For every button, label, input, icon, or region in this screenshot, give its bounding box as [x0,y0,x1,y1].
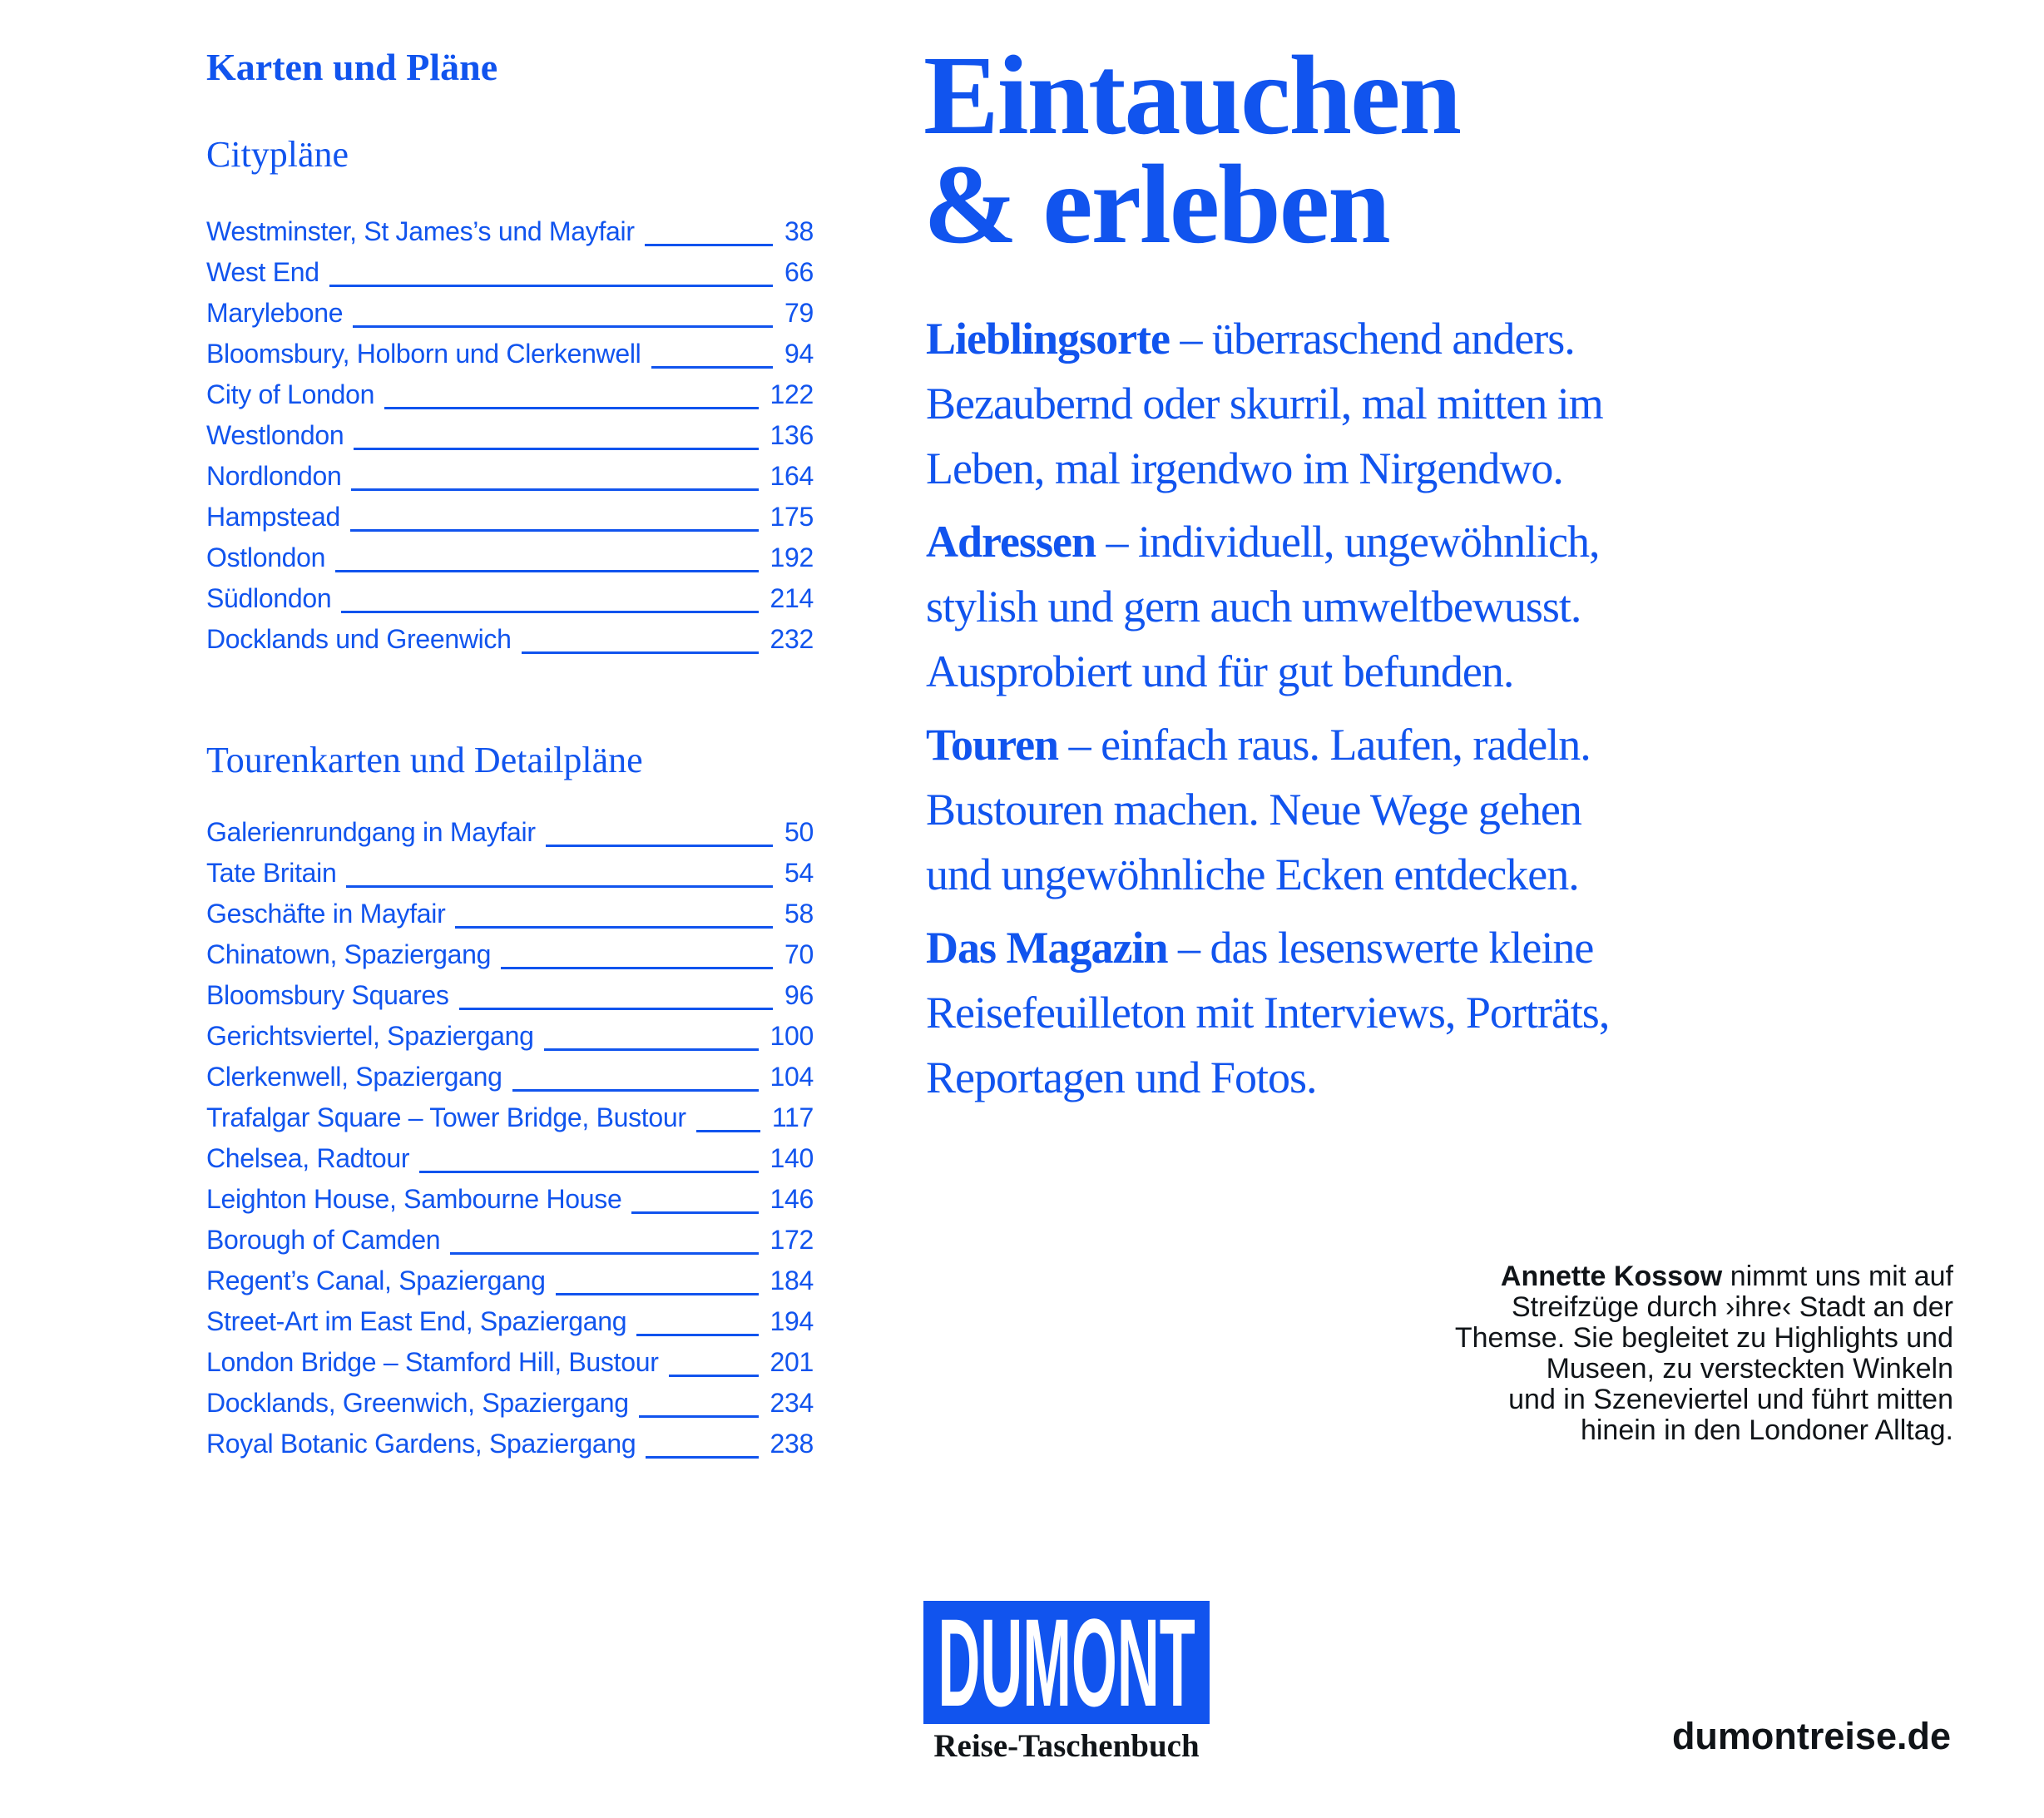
toc-entry-label: Geschäfte in Mayfair [206,899,446,929]
logo-subtitle: Reise-Taschenbuch [933,1728,1200,1764]
toc-entry [206,1342,814,1383]
section-heading-cityplaene: Citypläne [206,134,349,175]
toc-entry-page: 164 [770,461,814,491]
toc-leader-line [450,1252,758,1255]
toc-entry-label: Street-Art im East End, Spaziergang [206,1306,627,1336]
toc-entry-page: 96 [784,980,814,1010]
toc-entry-label: Westminster, St James’s und Mayfair [206,216,635,246]
toc-entry-label: London Bridge – Stamford Hill, Bustour [206,1347,659,1377]
toc-entry [206,374,814,415]
dumont-logo [923,1601,1210,1724]
toc-entry [206,1301,814,1342]
toc-entry [206,1138,814,1179]
toc-entry-page: 38 [784,216,814,246]
toc-entry-page: 104 [770,1062,814,1092]
feature-paragraph: Lieblingsorte – überraschend anders. Bezaubernd oder skurril, mal mitten im Leben, mal irgendwo im Nirgendwo. [926,314,1603,493]
toc-entry-label: Chinatown, Spaziergang [206,939,492,969]
toc-entry-label: Südlondon [206,583,332,613]
toc-entry-label: Trafalgar Square – Tower Bridge, Bustour [206,1102,686,1132]
toc-entry-label: Docklands, Greenwich, Spaziergang [206,1388,629,1418]
toc-entry [206,1383,814,1424]
toc-list-tourenkarten [206,812,814,1464]
toc-entry-label: Docklands und Greenwich [206,624,512,654]
toc-leader-line [350,529,759,532]
toc-entry-label: Galerienrundgang in Mayfair [206,817,536,847]
toc-leader-line [639,1415,759,1418]
toc-entry [206,1179,814,1220]
toc-leader-line [544,1048,759,1051]
toc-leader-line [636,1334,758,1336]
toc-list-cityplaene [206,211,814,660]
toc-leader-line [353,325,773,328]
toc-entry-page: 194 [770,1306,814,1336]
toc-entry-page: 70 [784,939,814,969]
toc-entry-page: 201 [770,1347,814,1377]
toc-entry [206,619,814,660]
toc-entry-page: 94 [784,339,814,369]
toc-leader-line [354,448,758,450]
toc-entry [206,1097,814,1138]
toc-entry-page: 58 [784,899,814,929]
toc-entry-page: 122 [770,379,814,409]
toc-entry-page: 234 [770,1388,814,1418]
toc-entry-page: 54 [784,858,814,888]
toc-entry-page: 232 [770,624,814,654]
toc-leader-line [546,845,773,847]
toc-entry [206,456,814,497]
toc-leader-line [455,926,773,929]
toc-entry [206,293,814,334]
toc-entry [206,975,814,1016]
toc-entry-label: Marylebone [206,298,344,328]
toc-entry-page: 146 [770,1184,814,1214]
author-bio: Annette Kossow nimmt uns mit auf Streifzüge durch ›ihre‹ Stadt an der Themse. Sie begleitet zu Highlights und Museen, zu versteckten Winkeln und in Szeneviertel und führt mitten hinein in den Londoner Alltag. [1454,1261,1953,1446]
toc-entry-label: Chelsea, Radtour [206,1143,410,1173]
toc-entry [206,1016,814,1057]
feature-paragraphs [926,306,1609,1118]
toc-leader-line [346,885,773,888]
author-name: Annette Kossow [1500,1261,1723,1292]
toc-entry-page: 238 [770,1429,814,1459]
toc-entry-page: 184 [770,1266,814,1295]
toc-entry-label: Westlondon [206,420,344,450]
toc-entry [206,211,814,252]
toc-leader-line [501,967,773,969]
toc-entry-page: 79 [784,298,814,328]
toc-leader-line [459,1008,773,1010]
toc-entry-page: 117 [771,1102,814,1132]
section-heading-tourenkarten: Tourenkarten und Detailpläne [206,740,643,780]
toc-leader-line [384,407,758,409]
toc-leader-line [341,611,758,613]
toc-entry-page: 172 [770,1225,814,1255]
toc-entry [206,415,814,456]
toc-leader-line [696,1130,760,1132]
toc-entry-page: 66 [784,257,814,287]
toc-entry [206,537,814,578]
toc-entry [206,497,814,537]
toc-entry-page: 100 [770,1021,814,1051]
toc-entry [206,252,814,293]
toc-entry-label: Clerkenwell, Spaziergang [206,1062,502,1092]
toc-entry [206,853,814,894]
toc-entry [206,1220,814,1261]
website-url: dumontreise.de [1671,1715,1951,1757]
toc-entry [206,334,814,374]
headline-line-2: & erleben [923,142,1389,267]
toc-entry-label: Leighton House, Sambourne House [206,1184,622,1214]
toc-entry [206,1057,814,1097]
toc-entry-label: Royal Botanic Gardens, Spaziergang [206,1429,636,1459]
toc-leader-line [512,1089,759,1092]
toc-leader-line [522,651,759,654]
toc-entry-label: Bloomsbury, Holborn und Clerkenwell [206,339,641,369]
toc-entry [206,578,814,619]
toc-leader-line [645,244,773,246]
toc-leader-line [351,488,758,491]
toc-leader-line [646,1456,758,1459]
toc-leader-line [631,1211,758,1214]
toc-entry [206,1424,814,1464]
toc-leader-line [669,1375,759,1377]
toc-leader-line [651,366,774,369]
toc-entry-label: West End [206,257,319,287]
feature-paragraph: Das Magazin – das lesenswerte kleine Reisefeuilleton mit Interviews, Porträts, Reportagen und Fotos. [926,923,1610,1102]
toc-entry-page: 214 [770,583,814,613]
toc-entry [206,812,814,853]
feature-paragraph-lead: Adressen [926,517,1096,567]
toc-entry-page: 175 [770,502,814,532]
dumont-logo-wordmark: DUMONT [938,1601,1195,1724]
toc-entry [206,894,814,934]
toc-entry-page: 192 [770,542,814,572]
toc-entry-page: 50 [784,817,814,847]
headline-line-1: Eintauchen [923,33,1461,158]
feature-paragraph-lead: Lieblingsorte [926,314,1170,364]
toc-leader-line [556,1293,759,1295]
toc-entry-label: Ostlondon [206,542,326,572]
toc-leader-line [329,285,773,287]
toc-leader-line [419,1171,758,1173]
toc-entry-label: Bloomsbury Squares [206,980,449,1010]
feature-paragraph-lead: Das Magazin [926,923,1168,973]
feature-paragraph: Touren – einfach raus. Laufen, radeln. Bustouren machen. Neue Wege gehen und ungewöhnliche Ecken entdecken. [926,720,1591,899]
toc-entry-label: Hampstead [206,502,340,532]
feature-paragraph-lead: Touren [926,720,1059,770]
toc-entry-label: City of London [206,379,375,409]
toc-entry-label: Nordlondon [206,461,342,491]
toc-entry-label: Tate Britain [206,858,337,888]
toc-entry [206,934,814,975]
toc-entry-label: Regent’s Canal, Spaziergang [206,1266,546,1295]
toc-leader-line [335,570,758,572]
feature-paragraph: Adressen – individuell, ungewöhnlich, stylish und gern auch umweltbewusst. Ausprobiert und für gut befunden. [926,517,1600,696]
toc-entry-page: 140 [770,1143,814,1173]
toc-entry-label: Borough of Camden [206,1225,441,1255]
toc-entry-page: 136 [770,420,814,450]
page-title: Karten und Pläne [206,46,498,88]
toc-entry-label: Gerichtsviertel, Spaziergang [206,1021,534,1051]
headline [923,33,1461,267]
toc-entry [206,1261,814,1301]
